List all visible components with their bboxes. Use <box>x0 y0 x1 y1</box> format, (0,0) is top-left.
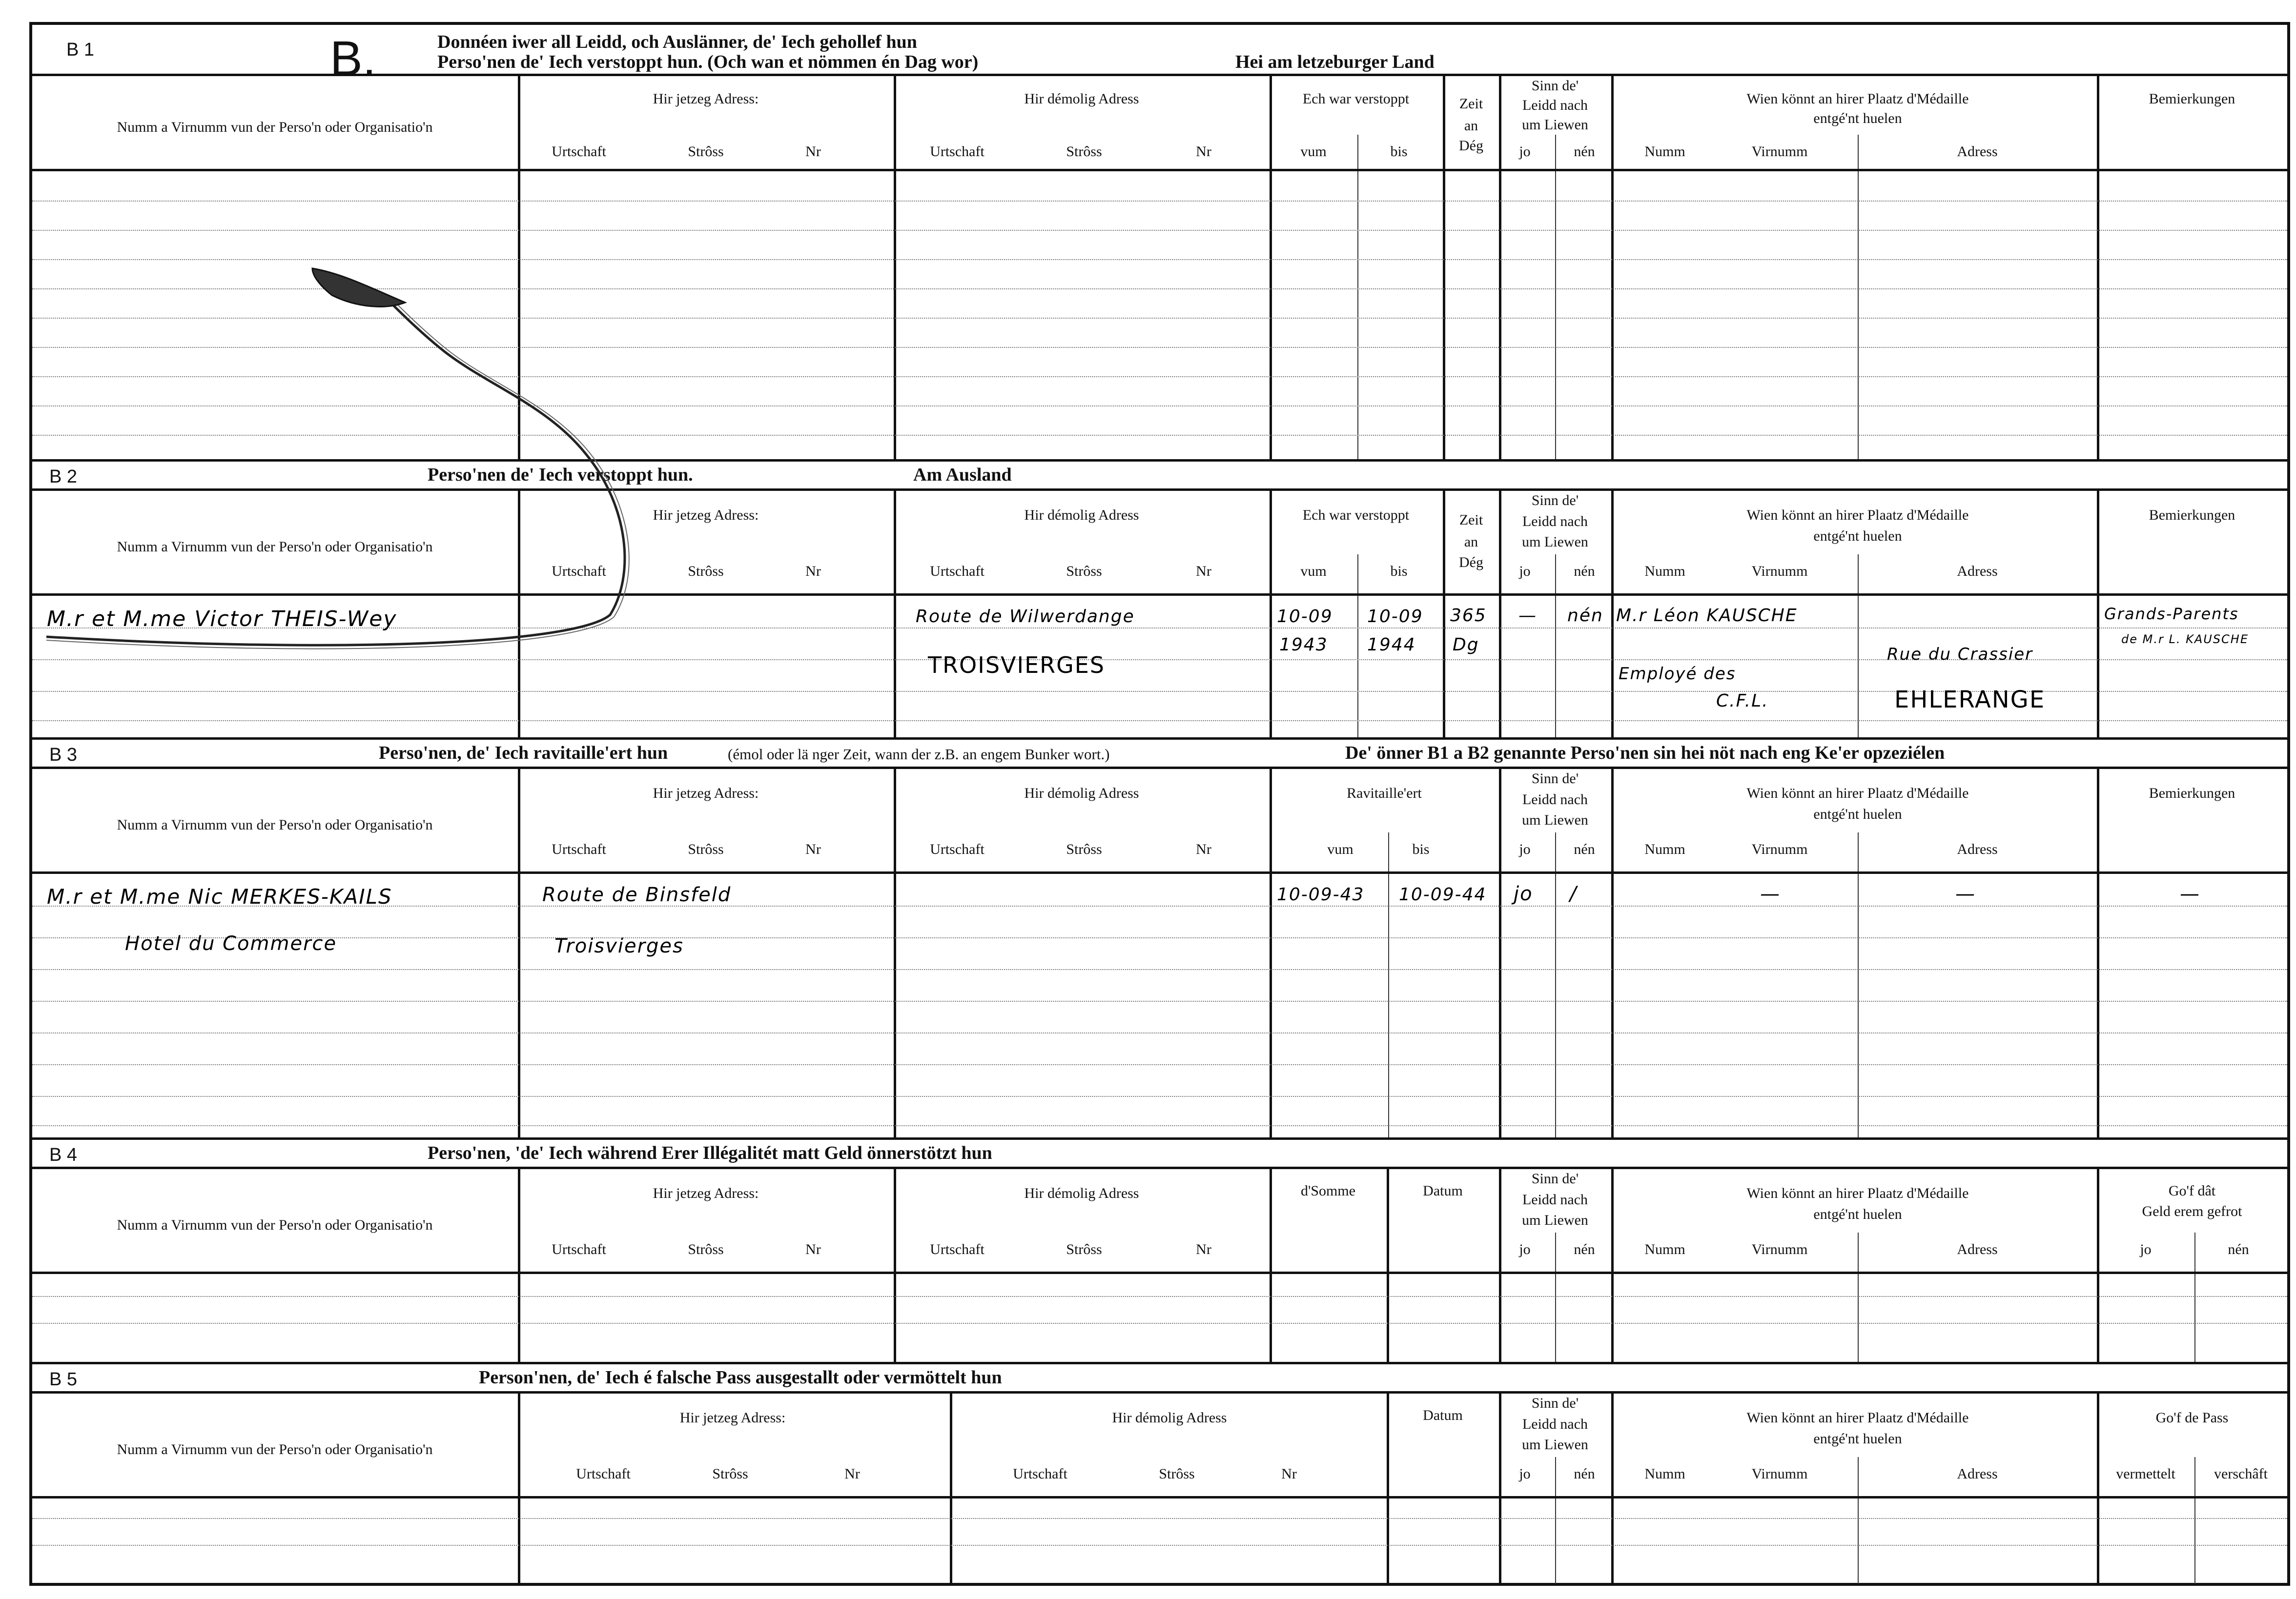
col-stross: Strôss <box>688 1241 724 1257</box>
col-ech-war: Ech war verstoppt <box>1302 507 1410 523</box>
entry-name: M.r et M.me Victor THEIS-Wey <box>47 607 397 631</box>
col-urtschaft: Urtschaft <box>1013 1466 1067 1482</box>
section-title: Perso'nen, de' Iech ravitaille'ert hun <box>379 743 668 763</box>
col-sinn: Leidd nach <box>1522 513 1588 529</box>
entry-medaille-numm: M.r Léon KAUSCHE <box>1616 606 1798 626</box>
col-numm: Numm a Virnumm vun der Perso'n oder Organisatio'n <box>117 1441 433 1457</box>
entry-medaille-adress: — <box>1955 883 1976 905</box>
section-id: B 2 <box>49 466 78 487</box>
col-hir-demolig: Hir démolig Adress <box>1024 507 1139 523</box>
col-jo: jo <box>1519 1466 1531 1482</box>
entry-vum-year: 1943 <box>1279 635 1328 655</box>
col-adress: Adress <box>1957 841 1998 857</box>
col-an: an <box>1464 118 1478 134</box>
entry-bemierkung: — <box>2180 883 2200 905</box>
col-numm: Numm a Virnumm vun der Perso'n oder Organisatio'n <box>117 539 433 555</box>
col-bemierkungen: Bemierkungen <box>2149 91 2235 107</box>
col-virnumm: Virnumm <box>1751 563 1808 579</box>
col-gof-pass: Go'f de Pass <box>2155 1410 2229 1426</box>
section-subtitle-location: Hei am letzeburger Land <box>1235 52 1435 72</box>
col-hir-demolig: Hir démolig Adress <box>1024 91 1139 107</box>
col-nr: Nr <box>844 1466 860 1482</box>
col-stross: Strôss <box>1066 143 1102 160</box>
entry-adress-street: Rue du Crassier <box>1887 645 2033 664</box>
col-jo: jo <box>1519 1241 1531 1257</box>
entry-employe-org: C.F.L. <box>1716 691 1769 711</box>
col-wien: entgé'nt huelen <box>1813 806 1902 822</box>
col-stross: Strôss <box>1066 841 1102 857</box>
col-wien: Wien könnt an hirer Plaatz d'Médaille <box>1746 785 1969 801</box>
entry-bis: 10-09-44 <box>1399 885 1487 905</box>
col-nen: nén <box>1574 563 1595 579</box>
col-numm-short: Numm <box>1644 1466 1685 1482</box>
col-nr: Nr <box>1281 1466 1297 1482</box>
col-stross: Strôss <box>688 563 724 579</box>
col-sinn: Sinn de' <box>1531 492 1579 508</box>
entry-zeit-unit: Dg <box>1453 635 1479 655</box>
entry-demolig-street: Route de Wilwerdange <box>916 607 1135 627</box>
col-ech-war: Ech war verstoppt <box>1302 91 1410 107</box>
col-vum: vum <box>1300 143 1327 160</box>
col-sinn: Sinn de' <box>1531 78 1579 94</box>
section-note: (émol oder lä nger Zeit, wann der z.B. an engem Bunker wort.) <box>728 746 1110 763</box>
col-numm-short: Numm <box>1644 841 1685 857</box>
section-title: Perso'nen, 'de' Iech während Erer Illégalitét matt Geld önnerstötzt hun <box>428 1143 992 1163</box>
col-numm: Numm a Virnumm vun der Perso'n oder Organisatio'n <box>117 817 433 833</box>
col-sinn: um Liewen <box>1522 812 1588 828</box>
col-numm: Numm a Virnumm vun der Perso'n oder Organisatio'n <box>117 1217 433 1233</box>
entry-bis-year: 1944 <box>1367 635 1416 655</box>
entry-bis: 10-09 <box>1367 607 1423 627</box>
section-id: B 3 <box>49 745 78 765</box>
entry-name: M.r et M.me Nic MERKES-KAILS <box>47 885 392 909</box>
section-title: Person'nen, de' Iech é falsche Pass ausgestallt oder vermöttelt hun <box>479 1367 1002 1388</box>
section-id: B 1 <box>66 40 95 60</box>
col-virnumm: Virnumm <box>1751 143 1808 160</box>
entry-vum: 10-09 <box>1277 607 1333 627</box>
col-sinn: um Liewen <box>1522 1212 1588 1228</box>
section-note-bold: De' önner B1 a B2 genannte Perso'nen sin hei nöt nach eng Ke'er opzeziélen <box>1345 743 1945 763</box>
section-id: B 4 <box>49 1145 78 1165</box>
entry-jetzeg-street: Route de Binsfeld <box>542 884 732 906</box>
col-virnumm: Virnumm <box>1751 1466 1808 1482</box>
col-bis: bis <box>1390 143 1408 160</box>
col-stross: Strôss <box>688 841 724 857</box>
col-vermettelt: vermettelt <box>2116 1466 2175 1482</box>
col-jo: jo <box>2140 1241 2152 1257</box>
col-bis: bis <box>1412 841 1430 857</box>
col-nen: nén <box>2228 1241 2249 1257</box>
col-deg: Dég <box>1459 554 1483 570</box>
col-urtschaft: Urtschaft <box>552 1241 606 1257</box>
col-wien: entgé'nt huelen <box>1813 528 1902 544</box>
section-subtitle: Perso'nen de' Iech verstoppt hun. (Och wan et nömmen én Dag wor) <box>437 52 979 72</box>
col-nr: Nr <box>805 841 821 857</box>
col-nr: Nr <box>1196 1241 1211 1257</box>
col-stross: Strôss <box>1066 1241 1102 1257</box>
col-jo: jo <box>1519 143 1531 160</box>
section-subtitle-location: Am Ausland <box>913 465 1012 485</box>
col-stross: Strôss <box>712 1466 748 1482</box>
col-hir-demolig: Hir démolig Adress <box>1024 785 1139 801</box>
col-wien: Wien könnt an hirer Plaatz d'Médaille <box>1746 507 1969 523</box>
col-vum: vum <box>1300 563 1327 579</box>
col-numm-short: Numm <box>1644 1241 1685 1257</box>
col-vum: vum <box>1327 841 1353 857</box>
col-nen: nén <box>1574 841 1595 857</box>
entry-demolig-town: TROISVIERGES <box>928 652 1106 678</box>
col-numm-short: Numm <box>1644 143 1685 160</box>
entry-vum: 10-09-43 <box>1277 885 1365 905</box>
col-nr: Nr <box>1196 841 1211 857</box>
col-ravitailleert: Ravitaille'ert <box>1347 785 1422 801</box>
col-nr: Nr <box>805 1241 821 1257</box>
col-urtschaft: Urtschaft <box>930 563 984 579</box>
col-sinn: um Liewen <box>1522 1437 1588 1453</box>
col-stross: Strôss <box>1066 563 1102 579</box>
col-deg: Dég <box>1459 138 1483 154</box>
col-hir-jetzeg: Hir jetzeg Adress: <box>653 91 759 107</box>
col-adress: Adress <box>1957 1466 1998 1482</box>
col-numm-short: Numm <box>1644 563 1685 579</box>
col-sinn: Sinn de' <box>1531 1171 1579 1187</box>
form-letter: B. <box>330 31 376 86</box>
col-jo: jo <box>1519 563 1531 579</box>
entry-nen: / <box>1570 883 1578 905</box>
col-nen: nén <box>1574 1241 1595 1257</box>
col-hir-demolig: Hir démolig Adress <box>1024 1185 1139 1201</box>
entry-jetzeg-town: Troisvierges <box>554 935 684 957</box>
entry-jo: jo <box>1514 883 1533 905</box>
col-adress: Adress <box>1957 143 1998 160</box>
col-wien: Wien könnt an hirer Plaatz d'Médaille <box>1746 1410 1969 1426</box>
col-stross: Strôss <box>688 143 724 160</box>
col-urtschaft: Urtschaft <box>930 1241 984 1257</box>
col-urtschaft: Urtschaft <box>552 841 606 857</box>
col-wien: entgé'nt huelen <box>1813 1206 1902 1222</box>
entry-bemierkung: Grands-Parents <box>2104 605 2239 623</box>
col-adress: Adress <box>1957 563 1998 579</box>
col-urtschaft: Urtschaft <box>930 841 984 857</box>
col-numm: Numm a Virnumm vun der Perso'n oder Organisatio'n <box>117 119 433 135</box>
col-an: an <box>1464 534 1478 550</box>
col-jo: jo <box>1519 841 1531 857</box>
col-wien: Wien könnt an hirer Plaatz d'Médaille <box>1746 1185 1969 1201</box>
col-virnumm: Virnumm <box>1751 1241 1808 1257</box>
col-nr: Nr <box>805 143 821 160</box>
col-hir-jetzeg: Hir jetzeg Adress: <box>653 785 759 801</box>
col-hir-demolig: Hir démolig Adress <box>1112 1410 1227 1426</box>
col-urtschaft: Urtschaft <box>576 1466 631 1482</box>
col-sinn: um Liewen <box>1522 117 1588 133</box>
entry-name-2: Hotel du Commerce <box>125 932 337 955</box>
col-gof-geld: Go'f dât <box>2168 1183 2216 1199</box>
col-sinn: Leidd nach <box>1522 1416 1588 1432</box>
col-zeit: Zeit <box>1459 512 1483 528</box>
col-urtschaft: Urtschaft <box>930 143 984 160</box>
col-hir-jetzeg: Hir jetzeg Adress: <box>679 1410 786 1426</box>
col-stross: Strôss <box>1159 1466 1195 1482</box>
col-bemierkungen: Bemierkungen <box>2149 785 2235 801</box>
col-urtschaft: Urtschaft <box>552 143 606 160</box>
entry-employe: Employé des <box>1619 664 1736 684</box>
col-virnumm: Virnumm <box>1751 841 1808 857</box>
col-adress: Adress <box>1957 1241 1998 1257</box>
col-zeit: Zeit <box>1459 96 1483 112</box>
col-nr: Nr <box>805 563 821 579</box>
col-hir-jetzeg: Hir jetzeg Adress: <box>653 507 759 523</box>
col-verschaft: verschâft <box>2214 1466 2268 1482</box>
col-bis: bis <box>1390 563 1408 579</box>
col-sinn: Sinn de' <box>1531 1395 1579 1411</box>
col-sinn: um Liewen <box>1522 534 1588 550</box>
col-nen: nén <box>1574 1466 1595 1482</box>
col-wien: entgé'nt huelen <box>1813 110 1902 126</box>
col-sinn: Leidd nach <box>1522 791 1588 808</box>
section-id: B 5 <box>49 1369 78 1390</box>
entry-jo: — <box>1518 606 1537 626</box>
col-wien: entgé'nt huelen <box>1813 1431 1902 1447</box>
entry-zeit: 365 <box>1450 606 1487 626</box>
entry-nen: nén <box>1567 606 1603 626</box>
col-nr: Nr <box>1196 143 1211 160</box>
col-nen: nén <box>1574 143 1595 160</box>
col-sinn: Leidd nach <box>1522 1192 1588 1208</box>
col-gof-geld: Geld erem gefrot <box>2142 1203 2242 1219</box>
col-urtschaft: Urtschaft <box>552 563 606 579</box>
entry-medaille-numm: — <box>1760 883 1781 905</box>
entry-bemierkung-2: de M.r L. KAUSCHE <box>2121 632 2249 646</box>
col-bemierkungen: Bemierkungen <box>2149 507 2235 523</box>
col-datum: Datum <box>1423 1183 1463 1199</box>
entry-adress-town: EHLERANGE <box>1894 686 2046 713</box>
col-sinn: Leidd nach <box>1522 97 1588 113</box>
col-wien: Wien könnt an hirer Plaatz d'Médaille <box>1746 91 1969 107</box>
section-title: Donnéen iwer all Leidd, och Auslänner, de' Iech gehollef hun <box>437 32 917 52</box>
section-title: Perso'nen de' Iech verstoppt hun. <box>428 465 693 485</box>
col-hir-jetzeg: Hir jetzeg Adress: <box>653 1185 759 1201</box>
col-nr: Nr <box>1196 563 1211 579</box>
col-datum: Datum <box>1423 1407 1463 1423</box>
col-dsomme: d'Somme <box>1300 1183 1356 1199</box>
col-sinn: Sinn de' <box>1531 770 1579 787</box>
